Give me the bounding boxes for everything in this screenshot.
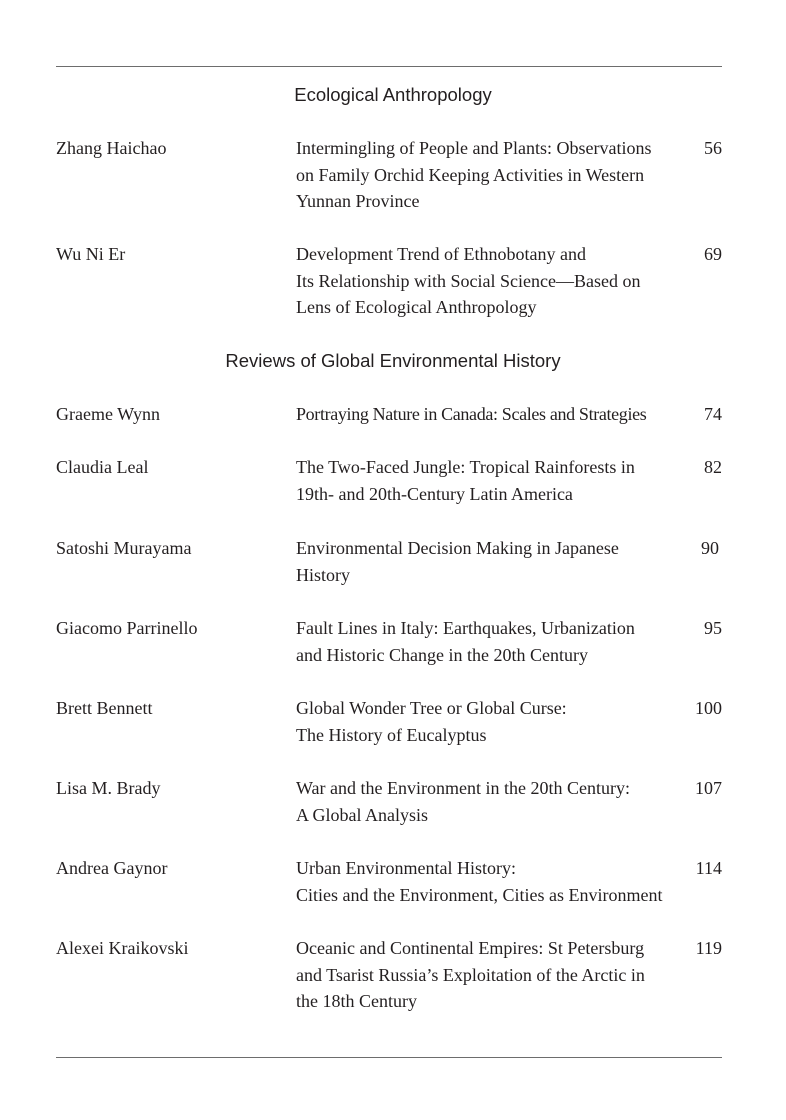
entry-page-number: 90 bbox=[701, 538, 719, 558]
toc-entry[interactable] bbox=[56, 454, 722, 534]
entry-page-number: 107 bbox=[695, 778, 722, 798]
toc-entry[interactable] bbox=[56, 935, 722, 1015]
entry-title-line: on Family Orchid Keeping Activities in Western bbox=[296, 164, 645, 185]
top-rule bbox=[56, 66, 722, 67]
entry-title bbox=[296, 935, 645, 1015]
toc-entry[interactable] bbox=[56, 615, 722, 695]
entry-title-line: Global Wonder Tree or Global Curse: bbox=[296, 698, 567, 718]
entry-author: Wu Ni Er bbox=[56, 244, 126, 264]
entry-title-line: History bbox=[296, 564, 350, 585]
entry-page-number: 95 bbox=[704, 618, 722, 638]
entry-author: Lisa M. Brady bbox=[56, 778, 161, 798]
entry-author: Satoshi Murayama bbox=[56, 538, 192, 558]
entry-title-line: Lens of Ecological Anthropology bbox=[296, 297, 537, 318]
entry-title-line: The History of Eucalyptus bbox=[296, 724, 487, 745]
entry-page-number: 100 bbox=[695, 698, 722, 718]
entry-title-line: The Two-Faced Jungle: Tropical Rainforests in bbox=[296, 457, 635, 477]
entry-title bbox=[296, 454, 635, 507]
entry-title-line: and Tsarist Russia’s Exploitation of the Arctic in bbox=[296, 964, 645, 985]
entry-page-number: 119 bbox=[695, 938, 722, 958]
entry-title-line: Fault Lines in Italy: Earthquakes, Urbanization bbox=[296, 618, 635, 638]
entry-title-line: A Global Analysis bbox=[296, 804, 429, 825]
entry-author: Giacomo Parrinello bbox=[56, 618, 198, 638]
entry-author: Zhang Haichao bbox=[56, 138, 167, 158]
entry-author: Andrea Gaynor bbox=[56, 858, 168, 878]
entry-title-line: the 18th Century bbox=[296, 991, 417, 1012]
toc-entry[interactable] bbox=[56, 695, 722, 775]
entry-author: Graeme Wynn bbox=[56, 404, 161, 424]
entry-title-line: 19th- and 20th-Century Latin America bbox=[296, 483, 573, 504]
toc-entry[interactable] bbox=[56, 135, 722, 215]
entry-author: Claudia Leal bbox=[56, 457, 149, 477]
entry-title-line: Portraying Nature in Canada: Scales and Strategies bbox=[296, 404, 647, 424]
entry-page-number: 82 bbox=[704, 457, 722, 477]
entry-title bbox=[296, 535, 619, 588]
entry-title-line: Yunnan Province bbox=[296, 191, 420, 212]
entry-page-number: 74 bbox=[704, 404, 722, 424]
section-heading-reviews-global-environmental-history: Reviews of Global Environmental History bbox=[225, 350, 561, 371]
bottom-rule bbox=[56, 1057, 722, 1058]
entry-title-line: Cities and the Environment, Cities as Environment bbox=[296, 884, 663, 905]
entry-title-line: Its Relationship with Social Science—Based on bbox=[296, 270, 641, 291]
entry-title-line: Urban Environmental History: bbox=[296, 858, 516, 878]
entry-title bbox=[296, 135, 651, 215]
toc-entry[interactable] bbox=[56, 855, 722, 935]
entry-title-line: Environmental Decision Making in Japanese bbox=[296, 538, 619, 558]
toc-entry[interactable] bbox=[56, 535, 722, 615]
toc-entry[interactable] bbox=[56, 241, 722, 321]
entry-title bbox=[296, 695, 567, 748]
section-heading-ecological-anthropology: Ecological Anthropology bbox=[294, 84, 492, 105]
entry-title bbox=[296, 855, 662, 908]
entry-title-line: Development Trend of Ethnobotany and bbox=[296, 244, 586, 264]
entry-title-line: and Historic Change in the 20th Century bbox=[296, 644, 588, 665]
toc-entry[interactable] bbox=[56, 775, 722, 855]
entry-page-number: 56 bbox=[704, 138, 722, 158]
entry-page-number: 69 bbox=[704, 244, 722, 264]
entry-title bbox=[296, 241, 640, 321]
entry-title-line: Intermingling of People and Plants: Observations bbox=[296, 138, 652, 158]
entry-title-line: Oceanic and Continental Empires: St Petersburg bbox=[296, 938, 645, 958]
entry-title bbox=[296, 615, 635, 668]
entry-author: Alexei Kraikovski bbox=[56, 938, 189, 958]
entry-page-number: 114 bbox=[695, 858, 722, 878]
entry-title-line: War and the Environment in the 20th Century: bbox=[296, 778, 630, 798]
entry-title bbox=[296, 401, 646, 428]
entry-title bbox=[296, 775, 630, 828]
entry-author: Brett Bennett bbox=[56, 698, 153, 718]
